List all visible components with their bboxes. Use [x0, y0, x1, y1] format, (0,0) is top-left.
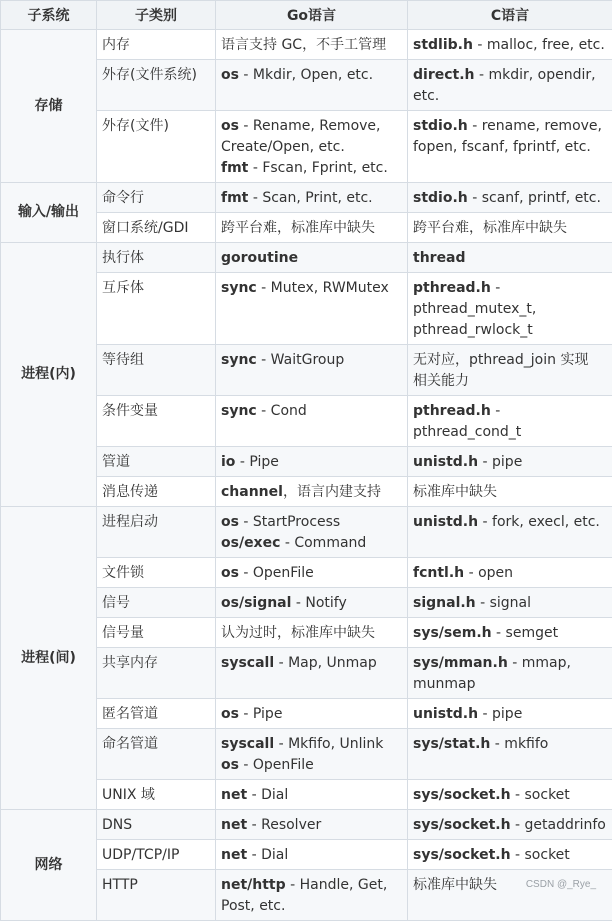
description-text: - Command	[280, 535, 366, 551]
description-text: ，语言内建支持	[283, 484, 381, 500]
library-name: io	[221, 454, 235, 470]
description-text: - getaddrinfo	[511, 817, 606, 833]
c-cell	[408, 183, 612, 213]
description-text: 跨平台难，标准库中缺失	[221, 220, 375, 236]
library-name: sync	[221, 403, 257, 419]
description-text: - pthread_cond_t	[413, 403, 521, 440]
library-name: stdlib.h	[413, 37, 473, 53]
header-go: Go语言	[216, 1, 408, 30]
library-name: stdio.h	[413, 190, 468, 206]
library-name: os	[221, 118, 239, 134]
description-text: - mkdir, opendir,	[475, 67, 596, 83]
description-text: - Dial	[247, 847, 288, 863]
c-cell	[408, 729, 612, 780]
cell-line	[221, 137, 402, 158]
subcategory-cell: 窗口系统/GDI	[97, 213, 216, 243]
cell-line	[221, 401, 402, 422]
description-text: 相关能力	[413, 373, 469, 389]
description-text: - socket	[511, 847, 570, 863]
subcategory-cell: UNIX 域	[97, 780, 216, 810]
description-text: - pipe	[478, 706, 522, 722]
table-row	[1, 183, 612, 213]
cell-line	[413, 188, 607, 209]
go-cell	[216, 345, 408, 396]
cell-line	[221, 278, 402, 299]
cell-line	[221, 815, 402, 836]
description-text: - pipe	[478, 454, 522, 470]
cell-line	[413, 653, 607, 674]
description-text: - Mutex, RWMutex	[257, 280, 389, 296]
c-cell	[408, 507, 612, 558]
description-text: - mkfifo	[490, 736, 548, 752]
go-cell	[216, 840, 408, 870]
cell-line	[221, 845, 402, 866]
library-name: os	[221, 514, 239, 530]
c-cell	[408, 648, 612, 699]
description-text: - OpenFile	[239, 757, 314, 773]
library-name: signal.h	[413, 595, 476, 611]
c-cell	[408, 447, 612, 477]
library-name: stdio.h	[413, 118, 468, 134]
c-cell	[408, 810, 612, 840]
description-text: etc.	[413, 88, 439, 104]
library-name: os	[221, 67, 239, 83]
subcategory-cell: 进程启动	[97, 507, 216, 558]
description-text: pthread_mutex_t,	[413, 301, 536, 317]
description-text: pthread_rwlock_t	[413, 322, 533, 338]
description-text: 认为过时，标准库中缺失	[221, 625, 375, 641]
library-name: sys/sem.h	[413, 625, 492, 641]
library-name: unistd.h	[413, 706, 478, 722]
subcategory-cell: 共享内存	[97, 648, 216, 699]
header-subcategory: 子类别	[97, 1, 216, 30]
library-name: net	[221, 787, 247, 803]
description-text: - mmap,	[508, 655, 571, 671]
description-text: - Mkdir, Open, etc.	[239, 67, 373, 83]
library-name: os	[221, 565, 239, 581]
subcategory-cell: 执行体	[97, 243, 216, 273]
description-text: - Mkfifo, Unlink	[274, 736, 383, 752]
description-text: - open	[464, 565, 513, 581]
library-name: fmt	[221, 190, 248, 206]
cell-line	[221, 512, 402, 533]
cell-line	[221, 563, 402, 584]
library-name: os	[221, 706, 239, 722]
description-text: 语言支持 GC，不手工管理	[221, 37, 386, 53]
cell-line	[221, 65, 402, 86]
library-name: fmt	[221, 160, 248, 176]
cell-line	[221, 896, 402, 917]
cell-line	[413, 623, 607, 644]
description-text: - Handle, Get,	[286, 877, 388, 893]
cell-line	[221, 785, 402, 806]
c-cell	[408, 558, 612, 588]
library-name: goroutine	[221, 250, 298, 266]
description-text: - Map, Unmap	[274, 655, 377, 671]
watermark: CSDN @_Rye_	[526, 879, 596, 890]
subcategory-cell: 等待组	[97, 345, 216, 396]
cell-line	[413, 734, 607, 755]
cell-line	[413, 35, 607, 56]
library-name: thread	[413, 250, 466, 266]
description-text: - Resolver	[247, 817, 321, 833]
cell-line	[413, 482, 607, 503]
c-cell	[408, 396, 612, 447]
c-cell	[408, 345, 612, 396]
description-text: - WaitGroup	[257, 352, 344, 368]
description-text: - Pipe	[239, 706, 282, 722]
cell-line	[413, 137, 607, 158]
library-name: direct.h	[413, 67, 475, 83]
library-name: unistd.h	[413, 454, 478, 470]
c-cell	[408, 840, 612, 870]
description-text: - Cond	[257, 403, 307, 419]
description-text: - rename, remove,	[468, 118, 602, 134]
cell-line	[221, 875, 402, 896]
cell-line	[221, 248, 402, 269]
cell-line	[221, 623, 402, 644]
go-cell	[216, 447, 408, 477]
description-text: 跨平台难，标准库中缺失	[413, 220, 567, 236]
go-cell	[216, 810, 408, 840]
cell-line	[413, 65, 607, 86]
go-cell	[216, 30, 408, 60]
description-text: Create/Open, etc.	[221, 139, 345, 155]
subcategory-cell: 管道	[97, 447, 216, 477]
go-cell	[216, 729, 408, 780]
library-name: pthread.h	[413, 403, 491, 419]
description-text: - malloc, free, etc.	[473, 37, 605, 53]
subcategory-cell: HTTP	[97, 870, 216, 921]
go-cell	[216, 648, 408, 699]
library-name: unistd.h	[413, 514, 478, 530]
c-cell	[408, 273, 612, 345]
cell-line	[413, 704, 607, 725]
subcategory-cell: 匿名管道	[97, 699, 216, 729]
table-row	[1, 243, 612, 273]
cell-line	[221, 755, 402, 776]
go-cell	[216, 273, 408, 345]
subsystem-cell: 输入/输出	[1, 183, 97, 243]
description-text: 标准库中缺失	[413, 877, 497, 893]
cell-line	[413, 218, 607, 239]
library-name: os/exec	[221, 535, 280, 551]
library-name: sys/stat.h	[413, 736, 490, 752]
description-text: - Scan, Print, etc.	[248, 190, 372, 206]
go-cell	[216, 477, 408, 507]
description-text: - socket	[511, 787, 570, 803]
table-body	[1, 30, 612, 921]
c-cell	[408, 213, 612, 243]
description-text: - signal	[476, 595, 531, 611]
cell-line	[221, 188, 402, 209]
cell-line	[221, 704, 402, 725]
library-name: pthread.h	[413, 280, 491, 296]
description-text: - Rename, Remove,	[239, 118, 381, 134]
description-text: - fork, execl, etc.	[478, 514, 600, 530]
go-cell	[216, 111, 408, 183]
c-cell	[408, 477, 612, 507]
library-name: sys/socket.h	[413, 787, 511, 803]
go-cell	[216, 396, 408, 447]
library-name: os	[221, 757, 239, 773]
c-cell	[408, 111, 612, 183]
cell-line	[413, 845, 607, 866]
subcategory-cell: 内存	[97, 30, 216, 60]
cell-line	[413, 815, 607, 836]
cell-line	[221, 533, 402, 554]
subcategory-cell: 消息传递	[97, 477, 216, 507]
cell-line	[413, 371, 607, 392]
description-text: 无对应，pthread_join 实现	[413, 352, 588, 368]
go-cell	[216, 183, 408, 213]
cell-line	[221, 653, 402, 674]
c-cell	[408, 618, 612, 648]
cell-line	[221, 734, 402, 755]
library-name: syscall	[221, 736, 274, 752]
table-row	[1, 810, 612, 840]
go-cell	[216, 558, 408, 588]
cell-line	[221, 482, 402, 503]
c-cell	[408, 699, 612, 729]
subcategory-cell: DNS	[97, 810, 216, 840]
go-cell	[216, 870, 408, 921]
description-text: - semget	[492, 625, 559, 641]
cell-line	[413, 452, 607, 473]
cell-line	[221, 350, 402, 371]
go-cell	[216, 243, 408, 273]
subcategory-cell: 信号量	[97, 618, 216, 648]
c-cell	[408, 870, 612, 921]
cell-line	[413, 248, 607, 269]
description-text: - scanf, printf, etc.	[468, 190, 601, 206]
cell-line	[413, 350, 607, 371]
cell-line	[413, 320, 607, 341]
table-row	[1, 30, 612, 60]
subcategory-cell: 文件锁	[97, 558, 216, 588]
library-name: net/http	[221, 877, 286, 893]
cell-line	[221, 116, 402, 137]
description-text: - Dial	[247, 787, 288, 803]
cell-line	[413, 299, 607, 320]
description-text: 标准库中缺失	[413, 484, 497, 500]
library-name: net	[221, 847, 247, 863]
go-cell	[216, 699, 408, 729]
description-text: - Fscan, Fprint, etc.	[248, 160, 387, 176]
subcategory-cell: 条件变量	[97, 396, 216, 447]
c-cell	[408, 60, 612, 111]
description-text: fopen, fscanf, fprintf, etc.	[413, 139, 591, 155]
go-cell	[216, 780, 408, 810]
description-text: - Pipe	[235, 454, 278, 470]
library-name: syscall	[221, 655, 274, 671]
subcategory-cell: 互斥体	[97, 273, 216, 345]
cell-line	[221, 218, 402, 239]
c-cell	[408, 243, 612, 273]
cell-line	[413, 116, 607, 137]
library-name: net	[221, 817, 247, 833]
description-text: - OpenFile	[239, 565, 314, 581]
library-name: sync	[221, 352, 257, 368]
c-cell	[408, 780, 612, 810]
description-text: Post, etc.	[221, 898, 285, 914]
table-row	[1, 507, 612, 558]
subcategory-cell: 外存(文件系统)	[97, 60, 216, 111]
library-name: sys/socket.h	[413, 817, 511, 833]
go-cell	[216, 588, 408, 618]
description-text: -	[491, 280, 501, 296]
go-cell	[216, 618, 408, 648]
subsystem-cell: 进程(内)	[1, 243, 97, 507]
cell-line	[413, 674, 607, 695]
subsystem-cell: 网络	[1, 810, 97, 921]
subcategory-cell: 命名管道	[97, 729, 216, 780]
library-name: sys/socket.h	[413, 847, 511, 863]
go-cell	[216, 507, 408, 558]
cell-line	[413, 593, 607, 614]
cell-line	[413, 278, 607, 299]
subcategory-cell: 命令行	[97, 183, 216, 213]
cell-line	[413, 86, 607, 107]
subsystem-cell: 存储	[1, 30, 97, 183]
cell-line	[413, 785, 607, 806]
subcategory-cell: 信号	[97, 588, 216, 618]
description-text: - StartProcess	[239, 514, 340, 530]
c-cell	[408, 30, 612, 60]
cell-line	[221, 35, 402, 56]
go-cell	[216, 60, 408, 111]
library-name: channel	[221, 484, 283, 500]
cell-line	[221, 158, 402, 179]
header-row	[1, 1, 612, 30]
go-cell	[216, 213, 408, 243]
header-c: C语言	[408, 1, 612, 30]
cell-line	[413, 512, 607, 533]
library-name: os/signal	[221, 595, 291, 611]
description-text: munmap	[413, 676, 476, 692]
cell-line	[221, 452, 402, 473]
library-name: sync	[221, 280, 257, 296]
cell-line	[413, 563, 607, 584]
library-name: fcntl.h	[413, 565, 464, 581]
cell-line	[221, 593, 402, 614]
description-text: - Notify	[291, 595, 346, 611]
cell-line	[413, 401, 607, 443]
subcategory-cell: 外存(文件)	[97, 111, 216, 183]
library-name: sys/mman.h	[413, 655, 508, 671]
header-subsystem: 子系统	[1, 1, 97, 30]
subsystem-cell: 进程(间)	[1, 507, 97, 810]
subcategory-cell: UDP/TCP/IP	[97, 840, 216, 870]
c-cell	[408, 588, 612, 618]
